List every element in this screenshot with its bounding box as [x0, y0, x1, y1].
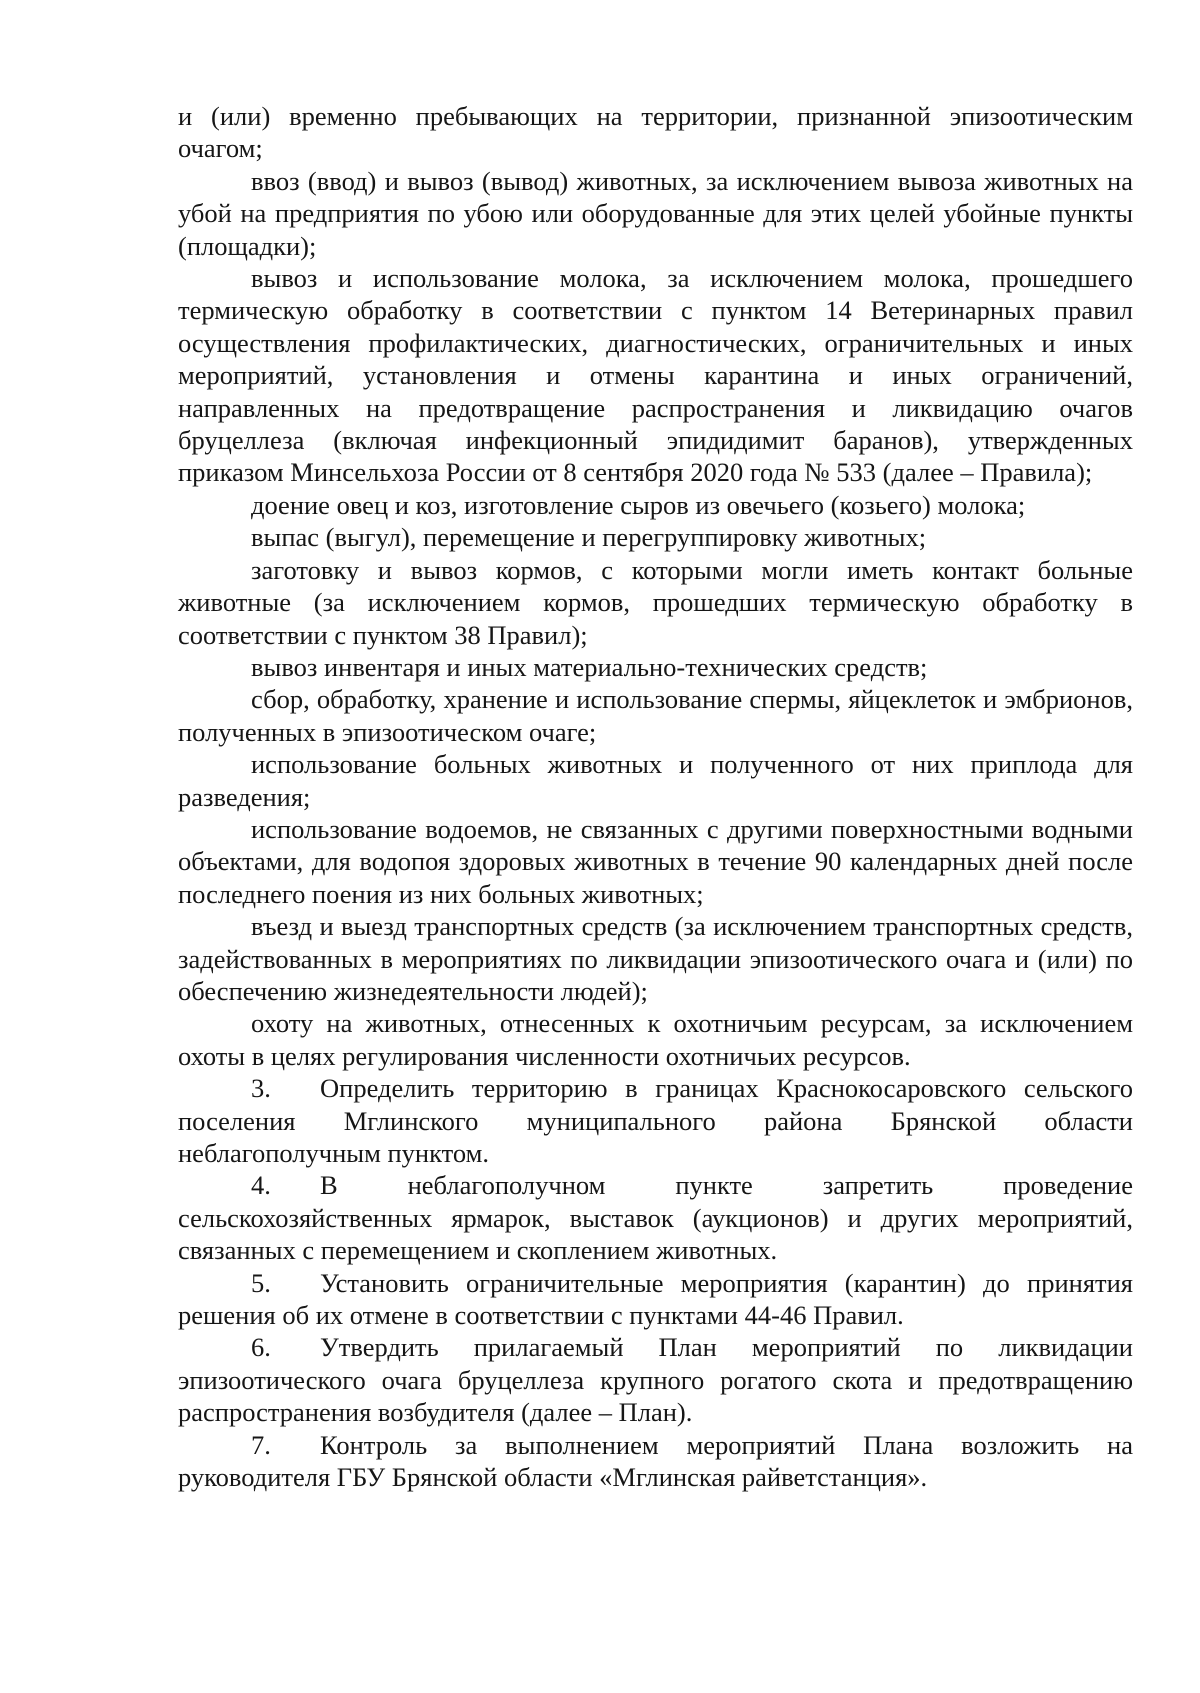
item-text: Определить территорию в границах Краснокосаровского сельского поселения Мглинского муниципального района Брянской области неблагополучным пунктом.: [178, 1073, 1133, 1168]
item-number: 5.: [251, 1267, 271, 1298]
numbered-item-5: [178, 1267, 1133, 1332]
paragraph-feed: заготовку и вывоз кормов, с которыми могли иметь контакт больные животные (за исключением кормов, прошедших термическую обработку в соответствии с пунктом 38 Правил);: [178, 554, 1133, 650]
numbered-item-3: [178, 1072, 1133, 1169]
document-page: [178, 100, 1133, 1493]
paragraph-breeding: использование больных животных и полученного от них приплода для разведения;: [178, 749, 1133, 812]
paragraph-inventory: вывоз инвентаря и иных материально-технических средств;: [251, 651, 928, 682]
paragraph-milking: доение овец и коз, изготовление сыров из овечьего (козьего) молока;: [251, 489, 1026, 520]
paragraph-continuation: и (или) временно пребывающих на территории, признанной эпизоотическим очагом;: [178, 101, 1133, 164]
item-text: В неблагополучном пункте запретить проведение сельскохозяйственных ярмарок, выставок (аукционов) и других мероприятий, связанных с перемещением и скоплением животных.: [178, 1170, 1133, 1266]
item-text: Утвердить прилагаемый План мероприятий по ликвидации эпизоотического очага бруцеллеза крупного рогатого скота и предотвращению распространения возбудителя (далее – План).: [178, 1332, 1133, 1428]
numbered-item-6: [178, 1331, 1133, 1428]
paragraph-import-export: ввоз (ввод) и вывоз (вывод) животных, за исключением вывоза животных на убой на предприятия по убою или оборудованные для этих целей убойные пункты (площадки);: [178, 165, 1133, 261]
item-number: 7.: [251, 1429, 271, 1460]
paragraph-transport: въезд и выезд транспортных средств (за исключением транспортных средств, задействованных в мероприятиях по ликвидации эпизоотического очага и (или) по обеспечению жизнедеятельности людей);: [178, 911, 1133, 1006]
numbered-item-7: [178, 1429, 1133, 1494]
numbered-item-4: [178, 1169, 1133, 1266]
item-text: Установить ограничительные мероприятия (карантин) до принятия решения об их отмене в соответствии с пунктами 44-46 Правил.: [178, 1267, 1133, 1331]
paragraph-sperm: сбор, обработку, хранение и использование спермы, яйцеклеток и эмбрионов, полученных в эпизоотическом очаге;: [178, 684, 1133, 747]
item-number: 4.: [251, 1170, 271, 1201]
paragraph-grazing: выпас (выгул), перемещение и перегруппировку животных;: [251, 522, 927, 553]
paragraph-water: использование водоемов, не связанных с другими поверхностными водными объектами, для водопоя здоровых животных в течение 90 календарных дней после последнего поения из них больных животных;: [178, 813, 1133, 909]
item-text: Контроль за выполнением мероприятий Плана возложить на руководителя ГБУ Брянской области «Мглинская райветстанция».: [178, 1429, 1133, 1493]
paragraph-milk: вывоз и использование молока, за исключением молока, прошедшего термическую обработку в соответствии с пунктом 14 Ветеринарных правил осуществления профилактических, диагностических, ограничительных и иных мероприятий, установления и отмены карантина и иных ограничений, направленных на предотвращение распространения и ликвидацию очагов бруцеллеза (включая инфекционный эпидидимит баранов), утвержденных приказом Минсельхоза России от 8 сентября 2020 года № 533 (далее – Правила);: [178, 263, 1133, 488]
item-number: 3.: [251, 1073, 271, 1104]
paragraph-hunting: охоту на животных, отнесенных к охотничьим ресурсам, за исключением охоты в целях регулирования численности охотничьих ресурсов.: [178, 1008, 1133, 1071]
item-number: 6.: [251, 1332, 271, 1363]
